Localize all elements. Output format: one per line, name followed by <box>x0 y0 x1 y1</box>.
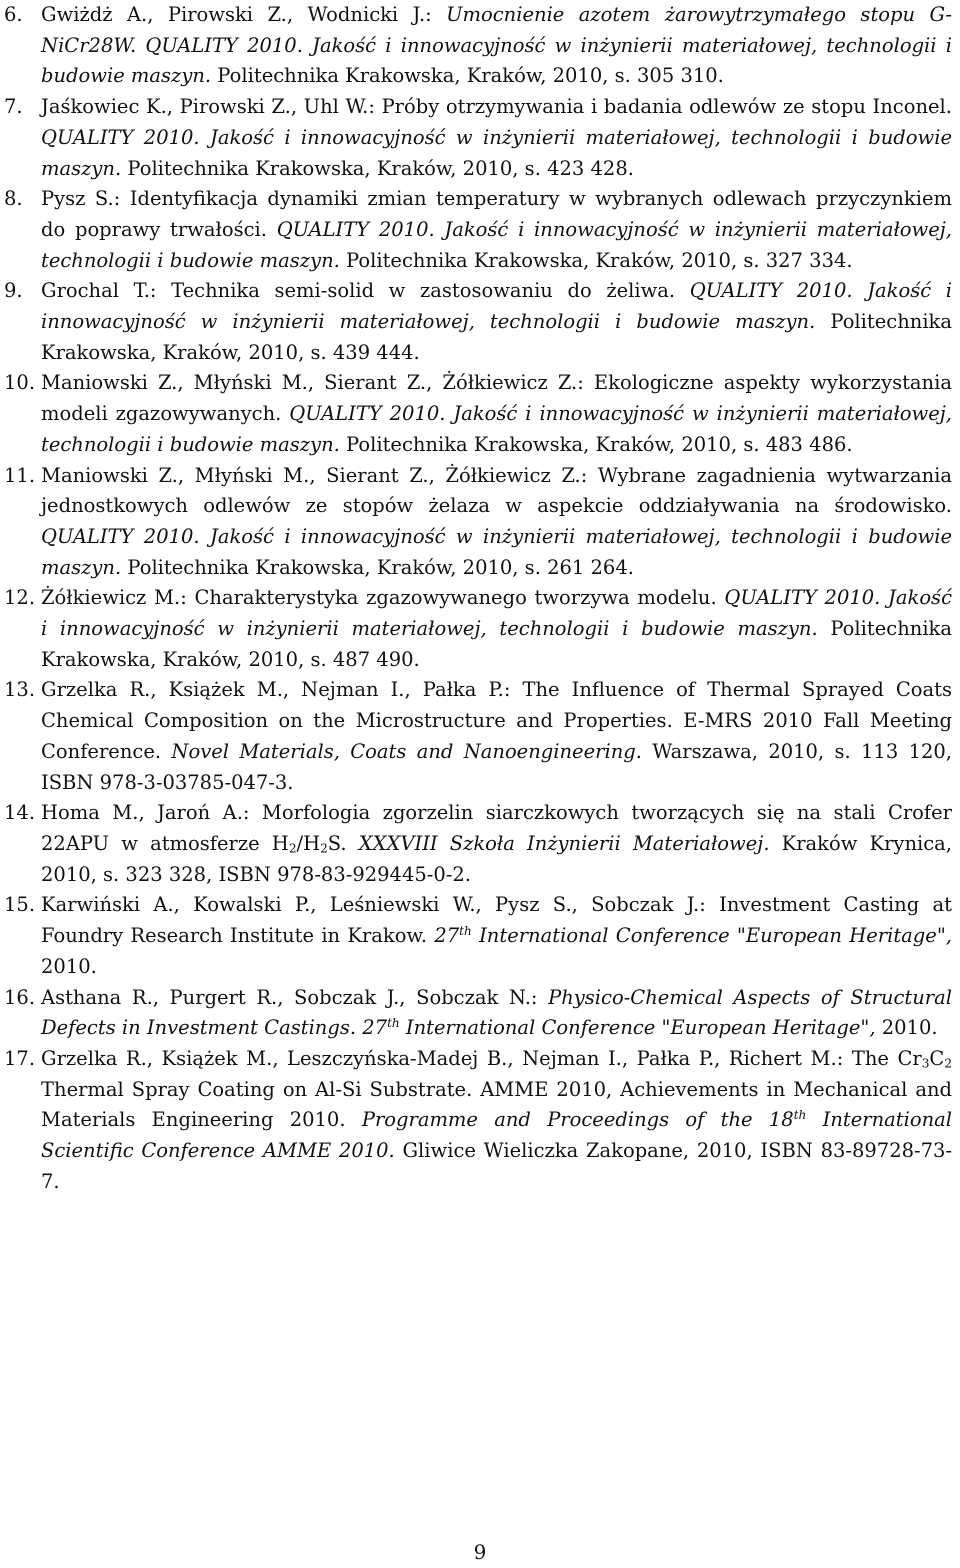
reference-venue-part: 27 <box>434 924 460 948</box>
reference-venue-part: International Scientific Conference AMME 2010. <box>41 1108 953 1163</box>
reference-text <box>41 983 952 1044</box>
reference-number: 6. <box>4 3 23 26</box>
reference-authors: Jaśkowiec K., Pirowski Z., Uhl W.: <box>41 95 382 119</box>
reference-publisher: 2010. <box>41 954 97 978</box>
reference-venue: QUALITY 2010. Jakość i innowacyjność w inżynierii materiałowej, technologii i budowie maszyn. <box>41 125 952 180</box>
reference-number: 16. <box>4 985 36 1009</box>
reference-item <box>4 890 952 982</box>
reference-publisher: Politechnika Krakowska, Kraków, 2010, s. 423 428. <box>121 156 634 180</box>
reference-venue: Novel Materials, Coats and Nanoengineering. <box>171 739 642 763</box>
reference-text <box>41 798 952 890</box>
reference-title: Technika semi-solid w zastosowaniu do żeliwa. <box>171 279 690 303</box>
reference-text <box>41 184 952 276</box>
reference-authors: Gwiżdż A., Pirowski Z., Wodnicki J.: <box>41 3 447 26</box>
reference-item <box>4 798 952 890</box>
reference-title: Próby otrzymywania i badania odlewów ze stopu Inconel. <box>381 95 952 119</box>
reference-item <box>4 92 952 184</box>
reference-venue <box>434 924 952 947</box>
reference-authors: Asthana R., Purgert R., Sobczak J., Sobczak N.: <box>41 985 549 1009</box>
reference-authors: Grochal T.: <box>41 279 172 303</box>
reference-publisher: 2010. <box>875 1016 938 1040</box>
reference-number: 8. <box>4 187 23 211</box>
reference-number: 13. <box>4 678 36 702</box>
reference-number: 17. <box>4 1046 36 1070</box>
reference-authors: Grzelka R., Książek M., Nejman I., Pałka P.: <box>41 678 523 702</box>
reference-venue-part: International Conference "European Heritage", <box>399 1016 876 1040</box>
reference-venue: QUALITY 2010. Jakość i innowacyjność w inżynierii materiałowej, technologii i budowie maszyn. <box>41 586 952 641</box>
reference-text <box>41 675 952 798</box>
reference-authors: Grzelka R., Książek M., Leszczyńska-Madej B., Nejman I., Pałka P., Richert M.: <box>41 1046 852 1070</box>
reference-authors: Żółkiewicz M.: <box>41 586 195 610</box>
reference-venue: QUALITY 2010. Jakość i innowacyjność w inżynierii materiałowej, technologii i budowie maszyn. <box>41 524 952 579</box>
reference-number: 12. <box>4 586 36 610</box>
superscript: th <box>387 1015 400 1030</box>
reference-authors: Maniowski Z., Młyński M., Sierant Z., Żółkiewicz Z.: <box>41 463 598 487</box>
superscript: th <box>793 1108 807 1123</box>
reference-number: 10. <box>4 371 36 395</box>
subscript: 2 <box>288 841 297 856</box>
reference-title: Investment Casting at Foundry Research Institute in Krakow. <box>41 893 952 948</box>
reference-title-part: /H <box>296 831 321 855</box>
reference-text <box>41 583 952 675</box>
reference-venue: QUALITY 2010. Jakość i innowacyjność w inżynierii materiałowej, technologii i budowie maszyn. <box>41 279 952 334</box>
reference-title-part: C <box>929 1046 945 1070</box>
reference-number: 9. <box>4 279 23 303</box>
reference-text <box>41 368 952 460</box>
reference-publisher: Politechnika Krakowska, Kraków, 2010, s. 261 264. <box>121 555 634 579</box>
reference-title: Physico-Chemical Aspects of Structural Defects in Investment Castings. <box>41 985 952 1040</box>
reference-text <box>41 461 952 584</box>
reference-venue-part: Programme and Proceedings of the 18 <box>361 1108 794 1132</box>
reference-venue <box>356 1016 875 1039</box>
reference-item <box>4 276 952 368</box>
subscript: 2 <box>320 841 328 856</box>
reference-title-part: Thermal Spray Coating on Al-Si Substrate. AMME 2010, Achievements in Mechanical and Materials Engineering 2010. <box>41 1077 952 1132</box>
subscript: 3 <box>921 1056 930 1071</box>
superscript: th <box>459 923 472 938</box>
reference-title: The Cr <box>851 1046 922 1070</box>
page-number: 9 <box>473 1540 487 1564</box>
reference-item <box>4 184 952 276</box>
reference-authors: Maniowski Z., Młyński M., Sierant Z., Żółkiewicz Z.: <box>41 371 594 395</box>
reference-item <box>4 368 952 460</box>
reference-item <box>4 583 952 675</box>
reference-title: Ekologiczne aspekty wykorzystania modeli zgazowywanych. <box>41 371 952 426</box>
reference-authors: Homa M., Jaroń A.: <box>41 801 262 825</box>
reference-venue: QUALITY 2010. Jakość i innowacyjność w inżynierii materiałowej, technologii i budowie maszyn. <box>41 217 952 272</box>
reference-publisher: Politechnika Krakowska, Kraków, 2010, s. 305 310. <box>211 64 724 88</box>
reference-text <box>41 890 952 982</box>
reference-title-part: S. <box>327 831 359 855</box>
reference-title: Morfologia zgorzelin siarczkowych tworzących się na stali Crofer 22APU w atmosferze H <box>41 801 952 855</box>
reference-text <box>41 1044 952 1198</box>
reference-publisher: Politechnika Krakowska, Kraków, 2010, s. 487 490. <box>41 617 952 671</box>
reference-item <box>4 675 952 798</box>
reference-publisher: Politechnika Krakowska, Kraków, 2010, s. 327 334. <box>339 248 853 272</box>
reference-venue-part: International Conference "European Heritage", <box>471 924 952 948</box>
reference-text <box>41 92 952 184</box>
reference-publisher: Politechnika Krakowska, Kraków, 2010, s. 483 486. <box>339 432 853 456</box>
reference-item <box>4 0 952 92</box>
reference-publisher: Politechnika Krakowska, Kraków, 2010, s. 439 444. <box>41 310 952 364</box>
reference-venue: XXXVIII Szkoła Inżynierii Materiałowej. <box>358 831 770 855</box>
reference-authors: Pysz S.: <box>41 187 130 211</box>
reference-number: 14. <box>4 801 36 825</box>
reference-item <box>4 461 952 584</box>
reference-venue-part: 27 <box>356 1016 388 1040</box>
reference-title: Charakterystyka zgazowywanego tworzywa modelu. <box>194 586 725 610</box>
reference-venue: QUALITY 2010. Jakość i innowacyjność w inżynierii materiałowej, technologii i budowie maszyn. <box>41 402 952 456</box>
reference-item <box>4 1044 952 1198</box>
reference-title: Umocnienie azotem żarowytrzymałego stopu G-NiCr28W. QUALITY 2010. Jakość i innowacyjność w inżynierii materiałowej, technologii i budowie maszyn. <box>41 3 953 88</box>
reference-title: The Influence of Thermal Sprayed Coats Chemical Composition on the Microstructure and Properties. E-MRS 2010 Fall Meeting Conference. <box>41 678 953 763</box>
reference-text <box>41 276 952 368</box>
subscript: 2 <box>944 1056 952 1071</box>
reference-item <box>4 983 952 1044</box>
reference-publisher: Kraków Krynica, 2010, s. 323 328, ISBN 978-83-929445-0-2. <box>41 831 952 886</box>
reference-text <box>41 0 952 92</box>
reference-publisher: Gliwice Wieliczka Zakopane, 2010, ISBN 83-89728-73-7. <box>41 1139 952 1193</box>
reference-number: 15. <box>4 893 36 917</box>
reference-title: Identyfikacja dynamiki zmian temperatury w wybranych odlewach przyczynkiem do poprawy trwałości. <box>41 187 952 241</box>
reference-number: 7. <box>4 95 23 119</box>
reference-publisher: Warszawa, 2010, s. 113 120, ISBN 978-3-03785-047-3. <box>41 739 952 794</box>
reference-authors: Karwiński A., Kowalski P., Leśniewski W., Pysz S., Sobczak J.: <box>41 893 720 917</box>
reference-number: 11. <box>4 463 36 487</box>
reference-title: Wybrane zagadnienia wytwarzania jednostkowych odlewów ze stopów żelaza w aspekcie oddziaływania na środowisko. <box>41 463 952 518</box>
reference-list <box>4 0 952 1197</box>
